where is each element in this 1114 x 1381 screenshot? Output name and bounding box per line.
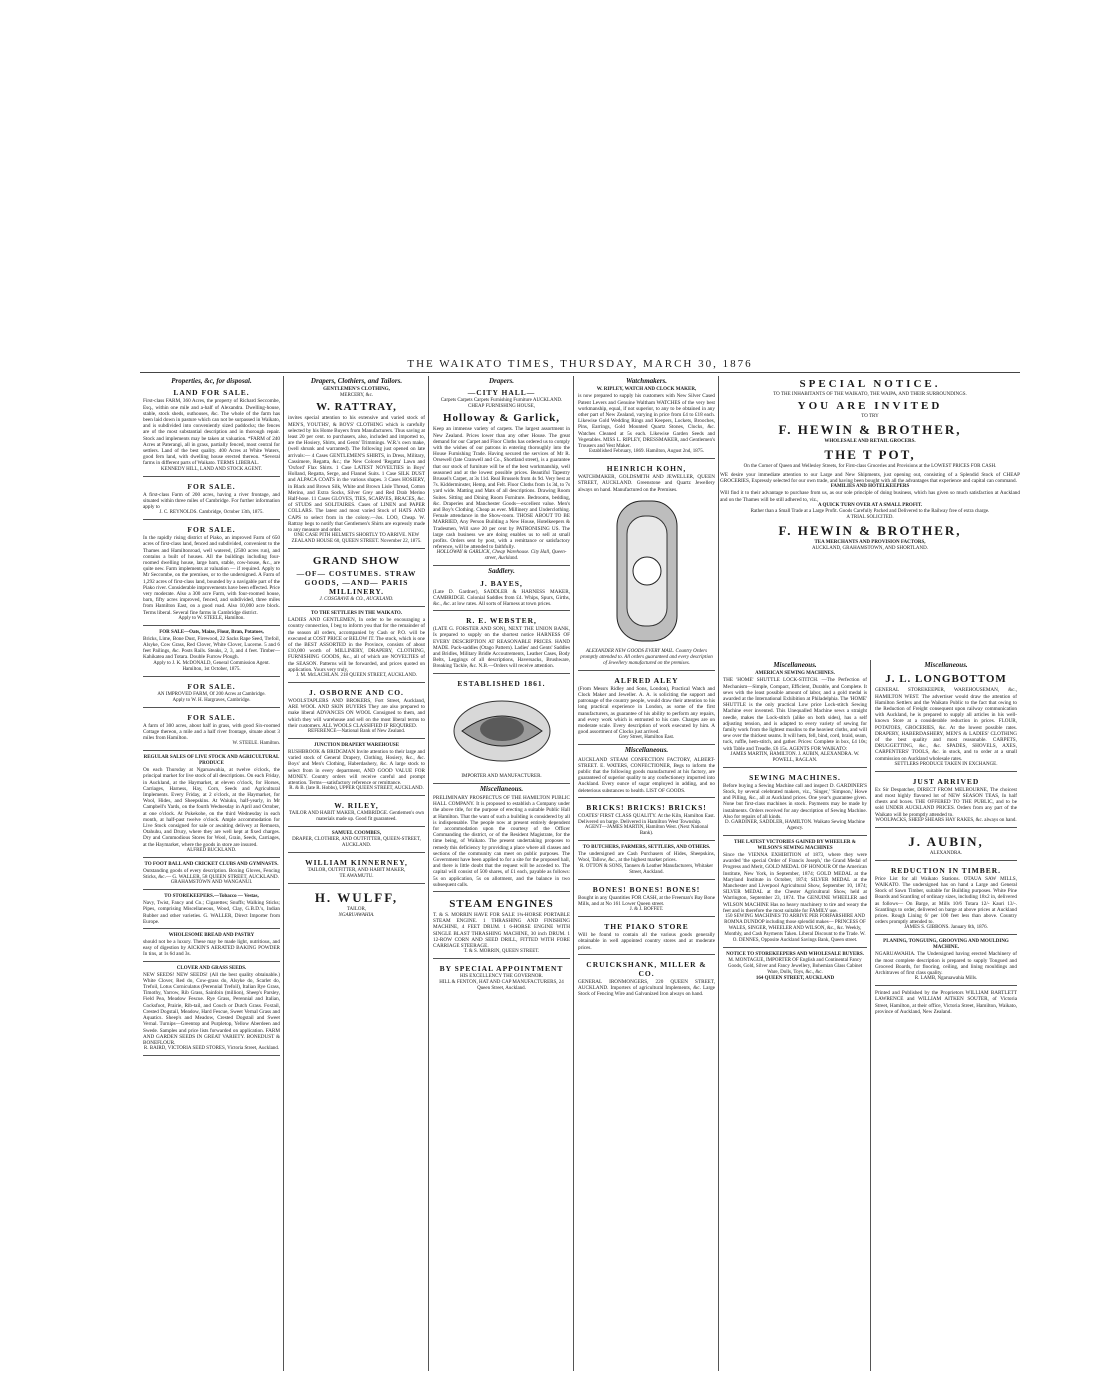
ad-title: BONES! BONES! BONES! bbox=[592, 884, 701, 894]
ad-body: Bricks, Lime, Bone Dust, Firewood, 22 Sacks Rape Seed, Trefoil, Alsyke, Cow Grass, Red Clover, White Clover, Lucerne. 5 and 6 feet Pailings, &c. Posts Rails. Steaks, 2, 3, and 4 feet. Timber—Kahikatea and Totara. Double Furrow Plough. bbox=[143, 635, 280, 661]
ad-block bbox=[875, 774, 1017, 828]
ad-body: TAILOR, OUTFITTER, AND HABIT MAKER, bbox=[307, 868, 406, 874]
ad-title: THE PIAKO STORE bbox=[604, 922, 689, 932]
ad-block bbox=[288, 798, 425, 827]
ad-footer: REFERENCE—National Bank of New Zealand. bbox=[307, 729, 406, 734]
ad-block bbox=[578, 843, 715, 879]
ad-title: J. AUBIN, bbox=[908, 833, 984, 849]
ad-footer: TE AWAMUTU. bbox=[339, 874, 374, 880]
ad-body: MERCERY, &c. bbox=[339, 393, 374, 399]
special-profit: A QUICK TURN OVER AT A SMALL PROFIT. bbox=[817, 502, 923, 508]
ad-block bbox=[723, 838, 867, 948]
ad-block bbox=[433, 793, 570, 892]
column-rule bbox=[573, 376, 574, 1371]
ad-footer: T. & S. MORRIN, QUEEN STREET. bbox=[463, 949, 540, 955]
ad-footer: HOLLOWAY & GARLICK, Cheap Warehouse. City Hall, Queen-street, Auckland. bbox=[436, 550, 567, 562]
ad-title: J. OSBORNE AND CO. bbox=[309, 687, 404, 697]
ad-title: GRAND SHOW bbox=[312, 555, 401, 568]
ad-block bbox=[143, 931, 280, 962]
ad-footer: D. GARDINER, SADDLER, HAMILTON. Waikato Sewing Machine Agency. bbox=[724, 819, 866, 831]
ad-title: REDUCTION IN TIMBER. bbox=[890, 865, 1002, 875]
ad-body: ALEXANDRA. bbox=[929, 850, 963, 856]
special-invite: YOU ARE INVITED bbox=[797, 400, 943, 412]
ad-body: RUSHBROOK & BRIDGMAN Invite attention to their large and varied stock of General Drapery, Clothing, Hosiery, &c., &c. Boys' and Men's Clothing, Haberdashery, &c. A large stock to select from in every department, AND GOOD VALUE FOR MONEY. Country orders will receive careful and prompt attention. Terms—satisfactory reference or remittance. bbox=[288, 749, 425, 787]
ad-footer: JAMES MARTIN, HAMILTON. J. AUBIN, ALEXANDRA. W. POWELL, RAGLAN. bbox=[730, 751, 860, 763]
ad-block bbox=[288, 886, 425, 922]
ad-block bbox=[875, 937, 1017, 986]
section-header: Miscellaneous. bbox=[624, 746, 669, 755]
ad-title: FOR SALE—Oats, Maize, Flour, Bran, Potatoes, bbox=[159, 629, 264, 635]
ad-title: TO BUTCHERS, FARMERS, SETTLERS, AND OTHERS. bbox=[582, 845, 711, 851]
ad-title: GENTLEMEN'S CLOTHING, bbox=[323, 387, 390, 393]
ad-body: First-class FARM, 360 Acres, the property of Richard Seccombe, Esq., within one mile and a-half of Alexandra. Dwelling-house, stable, stock sheds, outhouses, &c. The whole of the farm has been laid down in pasture which can not be surpassed in Waikato, and is subdivided into conveniently sized paddocks; the fences are of the most substantial description and in thorough repair. Stock and implements may be taken at valuation. *FARM of 240 Acres at Paterangi, all in grass, partially fenced, most central for settlers. Land of the best quality. 400 Acres at White Waters, good fern land, with dwelling house erected thereon. *Several farms in different parts of Waikato. TERMS LIBERAL. bbox=[143, 398, 280, 467]
ad-body: T. & S. MORRIN HAVE FOR SALE 1¾-HORSE PORTABLE STEAM ENGINE. 1 THRASHING AND FINISHING MACHINE, 4 FEET DRUM. 1 6-HORSE ENGINE WITH SINGLE BLAST THRASHING MACHINE, 30 inch DRUM. 1 12-ROW CORN AND SEED DRILL, FITTED WITH FORE CARRIAGE STEERAGE. bbox=[433, 912, 570, 950]
ad-body: DRAPER, CLOTHIER, AND OUTFITTER, QUEEN-STREET, AUCKLAND. bbox=[292, 837, 421, 849]
ad-body: Outstanding goods of every description. Boxing Gloves, Fencing Sticks, &c.— G. WALLER, 58 QUEEN STREET, AUCKLAND. bbox=[143, 867, 280, 881]
ad-footer: 150 SEWING MACHINES TO ARRIVE PER FORFARSHIRE AND ROMNA DUNDOP including those splendid makes— PRINCESS OF WALES, SINGER, WHEELER AND WILSON, &c., &c. Weekly, Monthly, and Cash Payments Taken. Liberal Discount to the Trade. W. O. DENNES, Opposite Auckland Savings Bank, Queen street. bbox=[724, 913, 866, 943]
ad-footer: GRAHAMSTOWN AND WANGANUI. bbox=[170, 880, 253, 886]
ad-body: LADIES AND GENTLEMEN, In order to be encouraging a country connection, I beg to inform you that for the remainder of the season all orders, accompanied by Cash or P.O. will be executed at COST PRICE or BELOW IT. The stock, which is one of the BEST ASSORTED in the Province, consists of about £10,000 worth of MILLINERY, DRAPERY, CLOTHING, FURNISHING GOODS, &c., all of which are NOVELTIES of the SEASON. Patterns will be forwarded, and prices quoted on application. Yours very truly, bbox=[288, 617, 425, 673]
ad-body: On each Thursday at Ngaruawahia, at twelve o'clock, the principal market for live stock of all descriptions. On each Friday, in Auckland, at the Haymarket, at eleven o'clock, for Horses, Carriages, Harness, Hay, Corn, Seeds and Agricultural Implements. Every Friday, at 2 o'clock, at the Haymarket, for Wool, Hides, and Sheepskins. At Waiuku, half-yearly, in Mr Campbell's Yards, on the fourth Wednesday in April and October, at one o'clock. At Pukekohe, on the third Wednesday in each month, at half-past twelve o'clock. Ample accommodation for Live Stock consigned for sale or awaiting delivery at Remuera, Otahuhu, and Drury, where they are well kept at fixed charges. Dry and Commodious Stores for Wool, Grain, Seeds, Carriages, at the Haymarket, where the goods in store are insured. bbox=[143, 767, 280, 848]
ad-footer: ALFRED BUCKLAND. bbox=[186, 847, 237, 853]
column-properties bbox=[140, 376, 283, 1371]
ad-title: TO FOOT BALL AND CRICKET CLUBS AND GYMNASTS. bbox=[144, 861, 279, 867]
column-header: Miscellaneous. bbox=[924, 661, 968, 669]
ad-block bbox=[288, 609, 425, 683]
column-rule bbox=[718, 376, 719, 1371]
ad-footer: J. & J. BOFFET. bbox=[629, 907, 664, 913]
ad-footer: R. OTTON & SONS, Tanners & Leather Manufacturers, Whitaker Street, Auckland. bbox=[579, 863, 714, 875]
ad-body: —OF— COSTUMES. STRAW GOODS, —AND— PARIS MILLINERY. bbox=[296, 569, 417, 597]
ad-body: A first-class Farm of 200 acres, having a river frontage, and situated within three miles of Cambridge. For further information apply to bbox=[143, 491, 280, 510]
ad-title: CRUICKSHANK, MILLER & CO. bbox=[586, 959, 707, 978]
ad-title: FOR SALE. bbox=[187, 681, 236, 691]
ad-footer: IMPORTER AND MANUFACTURER. bbox=[461, 773, 542, 779]
ad-title: ESTABLISHED 1861. bbox=[457, 678, 546, 688]
ad-body: WOOLSTAPLERS AND BROKERS, Fort Street, Auckland, ARE WOOL AND SKIN BUYERS They are also prepared to make liberal ADVANCES ON WOOL Consigned to them, and which they will warehouse and sell on the most liberal terms to their customers. ALL WOOLS CLASSIFIED IF REQUIRED. bbox=[288, 697, 425, 729]
ad-block bbox=[433, 676, 570, 784]
ad-body: Carpets Carpets Carpets Furnishing Furniture AUCKLAND. CHEAP FURNISHING HOUSE, bbox=[440, 398, 563, 410]
ad-block bbox=[578, 385, 715, 459]
section-header: Saddlery. bbox=[488, 567, 515, 576]
ad-block bbox=[723, 770, 867, 836]
ad-block bbox=[433, 613, 570, 673]
ad-title: R. E. WEBSTER, bbox=[466, 616, 537, 626]
ad-title: CLOVER AND GRASS SEEDS. bbox=[176, 965, 247, 971]
ad-title: FOR SALE. bbox=[187, 481, 236, 491]
ad-title: SEWING MACHINES. bbox=[749, 772, 841, 782]
special-trade-2: TEA MERCHANTS AND PROVISION FACTORS, bbox=[814, 539, 926, 545]
column-header: Drapers. bbox=[488, 377, 515, 385]
ad-title: JUNCTION DRAPERY WAREHOUSE bbox=[313, 743, 400, 748]
ad-body: WATCHMAKER, GOLDSMITH AND JEWELLER, QUEEN STREET, AUCKLAND. Greenstone and Quartz Jewellery always on hand. Manufactured on the Premises. bbox=[578, 474, 715, 493]
ad-block bbox=[143, 710, 280, 752]
ad-body: AN IMPROVED FARM, Of 200 Acres at Cambridge. bbox=[157, 691, 266, 697]
ad-title: J. BAYES, bbox=[480, 578, 523, 588]
ad-title: THE LATEST VICTORIES GAINED BY WHEELER & WILSON'S SEWING MACHINES bbox=[734, 839, 856, 851]
special-firm: F. HEWIN & BROTHER, bbox=[778, 422, 962, 437]
ad-block bbox=[288, 685, 425, 739]
ad-footer: KENNEDY HILL, LAND AND STOCK AGENT. bbox=[160, 466, 263, 472]
ad-body: GENERAL STOREKEEPER, WAREHOUSEMAN, &c., HAMILTON WEST. The advertiser would draw the attention of Hamilton Settlers and the Waikato Public to the fact that owing to the Reduction of Freight consequent upon railway communication with Auckland, he is prepared to supply all articles in his well-known Store at a considerable reduction in prices. FLOUR, POTATOES, GROCERIES, &c. At the lowest possible rates. DRAPERY, HABERDASHERY, MEN'S & LADIES' CLOTHING of the best quality and most reasonable. CARPETS, DRUGGETTING, &c., &c. SPADES, SHOVELS, AXES, CARPENTERS' TOOLS, &c. in stock, and to order at a small commission on Auckland wholesale rates. bbox=[875, 687, 1017, 762]
ad-footer: R. & B. (late R. Hobbs), UPPER QUEEN STREET, AUCKLAND. bbox=[289, 786, 424, 792]
ad-block bbox=[433, 385, 570, 566]
column-header: Drapers, Clothiers, and Tailors. bbox=[310, 377, 403, 385]
ad-title: BY SPECIAL APPOINTMENT bbox=[439, 964, 564, 974]
saddle-illustration bbox=[447, 691, 557, 771]
ad-footer: SETTLERS PRODUCE TAKEN IN EXCHANGE. bbox=[894, 761, 998, 767]
special-firm-2: F. HEWIN & BROTHER, bbox=[778, 522, 962, 538]
ad-body: TAILOR AND HABIT MAKER, CAMBRIDGE. Gentlemen's own materials made up. Good fit guaranteed. bbox=[288, 811, 425, 823]
ad-title: BRICKS! BRICKS! BRICKS! bbox=[586, 802, 707, 812]
column-rule bbox=[428, 376, 429, 1371]
special-totry: TO TRY bbox=[861, 414, 879, 419]
ad-body: NEW SEEDS! NEW SEEDS! (All the best quality obtainable.) White Clover, Red do, Cow-grass do, Alsyke do, Scarlet do, Trefoil, Lotus Corniculatus (Perennial Trefoil), Italian Rye Grass, Timothy, Yarrow, Rib Grass, Sainfoin (million), Sheep's Parsley, Field Pea, Meadow Fescue. Rye Grass, Perennial and Italian, Cocksfoot, Prairie, Rib-tail, and Couch or Dutch Grass. Foxtail, Crested Dogstail, Meadow, Hard Fescue, Sweet Vernal Grass and Aquatics. Sheep's and Meadow, Crested Dogstail and Sweet Vernal. Turnips—Greentop and Purpletop, Yellow Aberdeen and Swede. Samples and price lists forwarded on application. FARM AND GARDEN SEEDS IN GREAT VARIETY. BONEDUST & BONEFLOUR. bbox=[143, 971, 280, 1046]
ad-block bbox=[288, 855, 425, 884]
ad-body: Ex Sir Despatcher, DIRECT FROM MELBOURNE, The choicest and most highly flavored lot of NEW SEASON TEAS, In half chests and boxes. THE OFFERED TO THE PUBLIC, and to be sold UNDER AUCKLAND PRICES. Orders from any part of the Waikato will be promptly attended to. bbox=[875, 786, 1017, 818]
column-rule bbox=[283, 376, 284, 1371]
ad-block bbox=[723, 950, 867, 985]
ad-footer: 164 QUEEN STREET, AUCKLAND bbox=[755, 975, 835, 981]
ad-block bbox=[433, 894, 570, 959]
ad-footer: R. BAIRD, VICTORIA SEED STORES, Victoria Street, Auckland. bbox=[143, 1046, 280, 1052]
column-drapers-clothiers bbox=[285, 376, 428, 1371]
ad-title: TO STOREKEEPERS.—Tobacco — Vestas, bbox=[164, 894, 259, 900]
ad-body: M. MONTAGUE, IMPORTER OF English and Continental Fancy Goods, Gold, Silver and Fancy Jewellery, Bohemian Glass Cabinet Ware, Dolls, Toys, &c., &c. bbox=[727, 957, 863, 975]
ad-body: (From Messrs Ridley and Sons, London), Practical Watch and Clock Maker and Jeweller. A. A. is soliciting the support and patronage of the country people, would draw their attention to his long practical experience in London, as some of the first manufacturers, as guarantee of his ability to perform any repairs, and every work which is entrusted to his care. Charges are on moderate scale. Every description of work executed by him. A good assortment of Clocks just arrived. bbox=[578, 685, 715, 736]
column-header: Miscellaneous. bbox=[773, 661, 817, 669]
ad-block bbox=[723, 669, 867, 767]
ad-title: LAND FOR SALE. bbox=[173, 388, 250, 398]
ad-body: AUCKLAND STEAM CONFECTION FACTORY, ALBERT-STREET. E. WATERS, CONFECTIONER, Begs to inform the public that the following goods manufactured at his factory, are guaranteed of superior quality to any confectionery imported into Auckland. Every ounce of sugar employed in adding, and no deleterious substances to health. LIST OF GOODS. bbox=[578, 756, 715, 794]
special-hotel: FAMILIES AND HOTELKEEPERS bbox=[830, 484, 910, 490]
ad-footer: ONE CASE PITH HELMETS SHORTLY TO ARRIVE. NEW ZEALAND HOUSE 60, QUEEN STREET. November 22, 1875. bbox=[291, 533, 422, 545]
ad-body: should not be a luxury. These may be made light, nutritious, and easy of digestion by AICKIN'S AERATED BAKING POWDER In tins, at 1s 6d and 3s. bbox=[143, 939, 280, 958]
special-hotel-body: Will find it to their advantage to purchase from us, as our sole principle of doing business, which has given so much satisfaction at Auckland and on the Thames will be still adhered to, viz., bbox=[720, 490, 1020, 503]
ad-footer: Established February, 1869. Hamilton, August 2nd, 1875. bbox=[588, 449, 705, 455]
special-notice bbox=[720, 376, 1020, 656]
special-address: On the Corner of Queen and Wellesley Streets, for First-class Groceries and Provisions at the LOWEST PRICES FOR CASH. bbox=[743, 464, 997, 469]
column-drapers bbox=[430, 376, 573, 1371]
ad-block bbox=[433, 961, 570, 995]
ad-block bbox=[143, 522, 280, 626]
ad-body: The undersigned are Cash Purchasers of Hides, Sheepskins, Wool, Tallow, &c., at the highest market prices. bbox=[578, 851, 715, 864]
special-footer: Rather than a Small Trade at a Large Profit. Goods Carefully Packed and Delivered to the Railway free of extra charge. bbox=[750, 508, 990, 514]
ad-body: THE 'HOME' SHUTTLE LOCK-STITCH. —The Perfection of Mechanism—Simple, Compact, Efficient, Durable, and Complete. It sews with the least possible amount of labor, and a gold medal is awarded at the International Exhibition at Philadelphia. The 'HOME' SHUTTLE is the only practical Low price Lock-stitch Sewing Machine ever invented. This Unequalled Machine sews a straight needle, makes the Lock-stitch (alike on both sides), has a self adjusting tension, and is adapted to every variety of sewing for family work from the lightest muslins to the heaviest cloths, and will sew over the thickest seams. It will hem, fell, bind, cord, braid, seam, tuck, ruffle, hem-stitch, and gather. Prices: Complete in box, £4 10s; with Table and Treadle, £6 15s. AGENTS FOR WAIKATO: bbox=[723, 677, 867, 752]
column-header: Properties, &c, for disposal. bbox=[171, 377, 252, 385]
ad-block bbox=[288, 385, 425, 549]
ad-block bbox=[143, 892, 280, 929]
ad-title: TO THE SETTLERS IN THE WAIKATO. bbox=[310, 611, 403, 617]
ad-footer: NGARUAWAHIA. bbox=[338, 913, 375, 919]
masthead: THE WAIKATO TIMES, THURSDAY, MARCH 30, 1876 bbox=[140, 358, 1020, 373]
special-trade: WHOLESALE AND RETAIL GROCERS. bbox=[824, 439, 916, 444]
ad-block bbox=[578, 882, 715, 917]
column-header: Watchmakers. bbox=[626, 377, 667, 385]
ad-block bbox=[578, 673, 715, 746]
ad-footer: Grey Street, Hamilton East. bbox=[618, 735, 675, 741]
ad-body: A farm of 300 acres, about half in grass, with good Six-roomed Cottage thereon, a mile and a half river frontage, situate about 3 miles from Hamilton. bbox=[143, 722, 280, 741]
ad-body: Keep an immense variety of carpets. The largest assortment in New Zealand. Prices lower than any other House. The great demand for our Carpet and Floor Cloths has ordered us to comply with the wishes of our patrons in entering thoroughly into the House Furnishing Trade. Having secured the services of Mr R. Orsewell (late Cranwell and Co., Shortland street), is a guarantee that our stock of furniture will be of the best workmanship, well seasoned and at the lowest possible prices. Beautiful Tapestry Brussel's Carpet, at 3s 11d. Real Brussels from 4s 9d. Very best at 7s. Kidderminster, Hemp, and Felt. Floor Cloths from 1s 3d, to 7s yard wide. Matting and Mats of all descriptions. Drawing Room Suites. Sitting and Dining Room Furniture. Bedrooms, bedding, &c. Draperies and Manchester Goods—excellent value. Men's and Boy's Clothing. Cheap as ever. Millinery and Underclothing. Female attendance in the Show-room. THOSE ABOUT TO BE MARRIED, Any Person Building a New House, Hotelkeepers & Tradesmen, Will save 20 per cent by PATRONISING US. The large cash business we are doing enables us to sell at small profits. Orders sent by post, with a remittance or satisfactory reference, will be attended to faithfully. bbox=[433, 426, 570, 551]
ad-title: WHOLESOME BREAD AND PASTRY bbox=[168, 933, 255, 939]
ad-body: In the rapidly rising district of Piako, an improved Farm of 650 acres of first-class land, fenced and subdivided, convenient to the Thames and Hamiltonroad, well watered, (2500 acres run), and contains a built of houses. All the buildings including four-roomed dwelling house, large barn, stable, cow-house, &c., are quite new. Farm implements at valuation — if required. Apply to Mr Seccombe, on the premises, or to the undersigned. A Farm of 1,292 acres of first-class land, bounded by a navigable part of the Piako river. Considerable improvements have been effected. Price very moderate. Also a 300 acre Farm, with four-roomed house, barn, fifty acres improved, fenced, and subdivided, three miles from Hamilton East, on a good road. Also 10,000 acre block. Terms liberal. Several fine farms in Cambridge district. bbox=[143, 535, 280, 616]
ad-body: is now prepared to supply his customers with New Silver Cased Patent Levers and Genuine Waltham WATCHES of the very best workmanship, equal, if not superior, to any to be obtained in any other part of New Zealand, varying in price from £4 to £18 each. Likewise Gold Wedding Rings and Keepers, Lockets, Brooches, Pins, Earrings, Gold Mounted Quartz Stones, Clocks, &c. Watches Cleaned at 5s each. Likewise Garden Seeds and Vegetables. MISS L. RIPLEY, DRESSMAKER, and Gentlemen's Trousers and Vest Maker. bbox=[578, 393, 715, 449]
ad-title: FOR SALE. bbox=[187, 525, 236, 535]
watch-illustration bbox=[612, 496, 682, 646]
ad-block bbox=[875, 669, 1017, 771]
ad-footer: Holloway & Garlick, bbox=[442, 412, 561, 425]
ad-footer: Apply to W. STEELE, Hamilton. bbox=[178, 615, 245, 621]
ad-footer: WOOLPACKS, SHEEP SHEARS HAY RAKES, &c. always on hand. bbox=[875, 817, 1017, 823]
ad-footer: JAMES S. GIBBONS. January 6th, 1876. bbox=[904, 925, 988, 931]
ad-block bbox=[288, 829, 425, 853]
ad-block bbox=[143, 479, 280, 521]
ad-title: AMERICAN SEWING MACHINES. bbox=[755, 671, 835, 677]
section-header: Miscellaneous. bbox=[479, 784, 524, 793]
ad-footer: HILL & FENTON, HAT AND CAP MANUFACTURERS, 24 Queen Street, Auckland. bbox=[439, 980, 564, 992]
ad-block bbox=[433, 576, 570, 612]
ad-block bbox=[578, 755, 715, 798]
ad-footer: AGENT—JAMES MARTIN, Hamilton West. (Next National Bank). bbox=[584, 825, 709, 837]
ad-block bbox=[143, 753, 280, 858]
ad-block bbox=[143, 679, 280, 708]
column-miscellaneous-left bbox=[720, 660, 870, 1371]
ad-body: Since the VIENNA EXHIBITION of 1873, where they were awarded 'the special Order of Francis Joseph,' the Grand Medal of Progress and Merit, GOLD MEDAL OF HONOUR Of the American Institute, New York, in September, 1874; GOLD MEDAL at the Maryland Institute in October, 1874; SILVER MEDAL at the Manchester and Liverpool Agricultural Show, September 10, 1874; SILVER MEDAL at the Chester Agricultural Show, held at Warrington, September 23, 1874. The GENUINE WHEELER and WILSON MACHINE Has no heavy machinery to tire and weary the feet and is therefore the most suitable for FAMILY use. bbox=[723, 851, 867, 914]
ad-body: (LATE G. FORSTER AND SON), NEXT THE UNION BANK, Is prepared to supply on the shortest notice HARNESS OF EVERY DESCRIPTION AT REASONABLE PRICES. HAND MADE. Pack-saddles (Otago Pattern). Ladies' and Gents' Saddles and Bridles, Military Bridle Accoutrements, Leather Cases, Body Belts, Leggings of all descriptions, Haversacks, Brushware, Breaking Tackle, &c. N.B.—Orders will receive attention. bbox=[433, 626, 570, 670]
ad-body: GENERAL IRONMONGERS, 220 QUEEN STREET, AUCKLAND. Importers of agricultural Implements, &c. Large Stock of Fencing Wire and Galvanized Iron always on hand. bbox=[578, 978, 715, 998]
special-teapot: THE T POT, bbox=[824, 447, 916, 462]
ad-title: FOR SALE. bbox=[187, 712, 236, 722]
ad-block bbox=[875, 863, 1017, 936]
ad-body: COATES' FIRST CLASS QUALITY. At the Kiln, Hamilton East. Delivered on barge. Delivered in Hamilton West Township. bbox=[578, 812, 715, 826]
ad-body: (Late D. Gardner), SADDLER & HARNESS MAKER, CAMBRIDGE. Colonial Saddles from £4. Whips, Spurs, Girths, &c., &c. at low rates. All sorts of Harness at town prices. bbox=[433, 588, 570, 608]
ad-block bbox=[143, 385, 280, 476]
ad-body: HIS EXCELLENCY THE GOVERNOR. bbox=[459, 974, 544, 980]
ad-block bbox=[578, 461, 715, 671]
ad-footer: Apply to W. H. Hargraves, Cambridge. bbox=[172, 697, 251, 703]
ad-body: TAILOR, bbox=[346, 907, 367, 913]
ad-title: ALFRED ALEY bbox=[614, 675, 679, 685]
ad-block bbox=[578, 957, 715, 1001]
ad-title: WILLIAM KINNERNEY, bbox=[305, 858, 408, 868]
ad-title: H. WULFF, bbox=[314, 890, 399, 906]
ad-block bbox=[288, 551, 425, 607]
ad-body: Before buying a Sewing Machine call and inspect D. GARDINER'S Stock, by several celebrated makers, viz., 'Singer,' 'Simpson,' Howe and Pilling, &c., all at Auckland prices. One year's guarantee given. None but first-class machines in stock. Payments may be made by instalments. Orders received for any description of Sewing Machine. Also for repairs of all kinds. bbox=[723, 782, 867, 820]
ad-block bbox=[578, 800, 715, 841]
ad-footer: Apply to J. K. McDONALD, General Commission Agent. Hamilton, 1st October, 1875. bbox=[153, 660, 270, 672]
ad-title: JUST ARRIVED bbox=[912, 776, 980, 786]
ad-title: REGULAR SALES OF LIVE STOCK AND AGRICULTURAL PRODUCE bbox=[143, 755, 280, 767]
ad-footer: J. C. REYNOLDS. Cambridge, October 13th, 1875. bbox=[159, 510, 264, 516]
ad-title: W. RILEY, bbox=[334, 801, 379, 811]
ad-title: J. L. LONGBOTTOM bbox=[885, 673, 1007, 686]
column-miscellaneous-right bbox=[872, 660, 1020, 1371]
ad-body: Bought in any Quantities FOR CASH, at the Freeman's Bay Bone Mills, and at No 161 Lower Queen street. bbox=[578, 894, 715, 907]
special-cities: AUCKLAND, GRAHAMSTOWN, AND SHORTLAND. bbox=[812, 545, 928, 551]
ad-body: PRELIMINARY PROSPECTUS OF THE HAMILTON PUBLIC HALL COMPANY. It is proposed to establish a Company under the above title, for the purpose of erecting a suitable Public Hall at Hamilton. That the want of such a building is considered by all is indispensable. The people now at present entirely dependent for accommodation upon the courtesy of the Officer Commanding the district, or of the Resident Magistrate, for the time being, of Waikato. The present undertaking proposes to remedy this deficiency by providing a place where all classes and sections of the community can meet on public purposes. The Government have been applied to for a site for the proposed hall, and there is little doubt that the request will be acceded to. The capital will consist of 500 shares, of £1 each, payable as follows: 5s on application, 5s on allotment, and the balance in two subsequent calls. bbox=[433, 794, 570, 888]
ad-footer: R. LAMB, Ngaruawahia Mills. bbox=[914, 976, 978, 982]
ad-footer: W. RATTRAY, bbox=[316, 401, 397, 414]
ad-title: STEAM ENGINES bbox=[449, 898, 554, 911]
ad-block bbox=[288, 741, 425, 796]
ad-body: Will be found to contain all the various goods generally obtainable in well appointed country stores and at moderate prices. bbox=[578, 932, 715, 951]
ad-body: Price List for all Waikato Stations. OTAUA SAW MILLS, WAIKATO. The undersigned has on hand a Large and General Stock of Sawn Timber, suitable for Building purposes. White Pine Boards and Scantling of ordinary sizes, including 18x2 in, delivered as follows— On Barge, at Mills 10/6 Totara 12/- Kauri 13/-. Scantlings to order, delivered on barge at above prices at Auckland prices. Rough Lining 6/ per 100 feet less than above. Country orders promptly attended to. bbox=[875, 875, 1017, 926]
ad-body: invites special attention to his extensive and varied stock of MEN'S, YOUTHS', & BOYS' CLOTHING which is carefully selected by his Home Buyers from Manufacturers. Thus saving at least 20 per cent. to purchasers, also, included and imported to, are the Hosiery, Shirts, and Gents' Trimmings. W.R.'s own make, (well shrunk and warranted). The following just opened on late arrivals:— 4 Cases GENTLEMEN'S SHIRTS, in Dress, Military, Cassimere, Regatta, &c.; the New Colored 'Regatta' Lawn and 'Oxford' Flax Shirts. 1 Case LATEST NOVELTIES in Boys' Holland, Regatta, Serge, and Flannel Suits. 1 Case SILK DUST and ALPACA COATS in the various shapes. 3 Cases HOSIERY, in Black and Brown Silk, White and Brown Lisle Thread, Cotton Merino, and Extra Socks, Silver Grey and Red Drab Merino Half-hose. 11 Cases GLOVES, TIES, SCARVES, BRACES, &c. of STUDS and SOLITAIRES. Cases of LINEN and PAPER COLLARS. The latest and most varied Stock of HATS AND CAPS to select from in the colony.—Jos. LOO, Cheap. W. Rattray begs to notify that Gentlemen's Shirts are expressly made to any measure and order. bbox=[288, 415, 425, 533]
special-title: SPECIAL NOTICE. bbox=[799, 378, 941, 390]
column-watchmakers bbox=[575, 376, 718, 1371]
ad-footer: J. COSGRAVE & CO., AUCKLAND. bbox=[319, 597, 394, 603]
ad-block bbox=[143, 964, 280, 1056]
ad-title: W. RIPLEY, WATCH AND CLOCK MAKER, bbox=[596, 387, 697, 393]
column-rule bbox=[870, 660, 871, 1371]
ad-block bbox=[875, 830, 1017, 861]
ad-title: —CITY HALL— bbox=[467, 388, 536, 398]
ad-block bbox=[143, 628, 280, 677]
ad-body: NGARUAWAHIA. The Undersigned having erected Machinery of the most complete description is prepared to supply Tongued and Grooved Boards, for flooring, ceiling, and lining mouldings and Architraves of first class quality. bbox=[875, 951, 1017, 976]
imprint bbox=[875, 988, 1017, 1018]
ad-footer: W. STEELE. Hamilton. bbox=[232, 741, 280, 747]
ad-footer: J. M. McLACHLAN. 218 QUEEN STREET, AUCKLAND. bbox=[296, 672, 417, 678]
special-trial: A TRIAL SOLICITED. bbox=[846, 514, 894, 520]
ad-block bbox=[578, 919, 715, 955]
ad-title: SAMUEL COOMBES, bbox=[331, 831, 382, 837]
ad-title: HEINRICH KOHN, bbox=[606, 464, 687, 474]
ad-title: PLANING, TONGUING, GROOVING AND MOULDING MACHINE. bbox=[883, 939, 1009, 951]
ad-title: NOTICE TO STOREKEEPERS AND WHOLESALE BUYERS. bbox=[726, 951, 864, 957]
special-body: WE desire your immediate attention to our Large and New Shipments, just opening out, consisting of a Splendid Stock of CHEAP GROCERIES, Expressly selected for our own trade, and having been bought with all the advantages that experience and capital can command. bbox=[720, 472, 1020, 485]
imprint-text: Printed and Published by the Proprietors WILLIAM BARTLETT LAWRENCE and WILLIAM AITKEN SOUTER, of Victoria Street, Hamilton, at their office, Victoria Street, Hamilton, Waikato, province of Auckland, New Zealand. bbox=[875, 990, 1017, 1015]
special-line: TO THE INHABITANTS OF THE WAIKATO, THE WAIPA, AND THEIR SURROUNDINGS. bbox=[773, 392, 967, 397]
ad-footer: ALEXANDER NEW GOODS EVERY MAIL. Country Orders promptly attended to. All orders guaranteed and every description of Jewellery manufactured on the premises. bbox=[580, 648, 713, 666]
ad-body: Navy, Twist, Fancy and Co.; Cigarettes; Snuffs; Walking Sticks; Pipes, comprising Miscellaneous, Wood, Clay, G.B.D.'s, Indian Rubber and other varieties. G. WALLER, Direct Importer from Europe. bbox=[143, 900, 280, 925]
ad-block bbox=[143, 860, 280, 890]
